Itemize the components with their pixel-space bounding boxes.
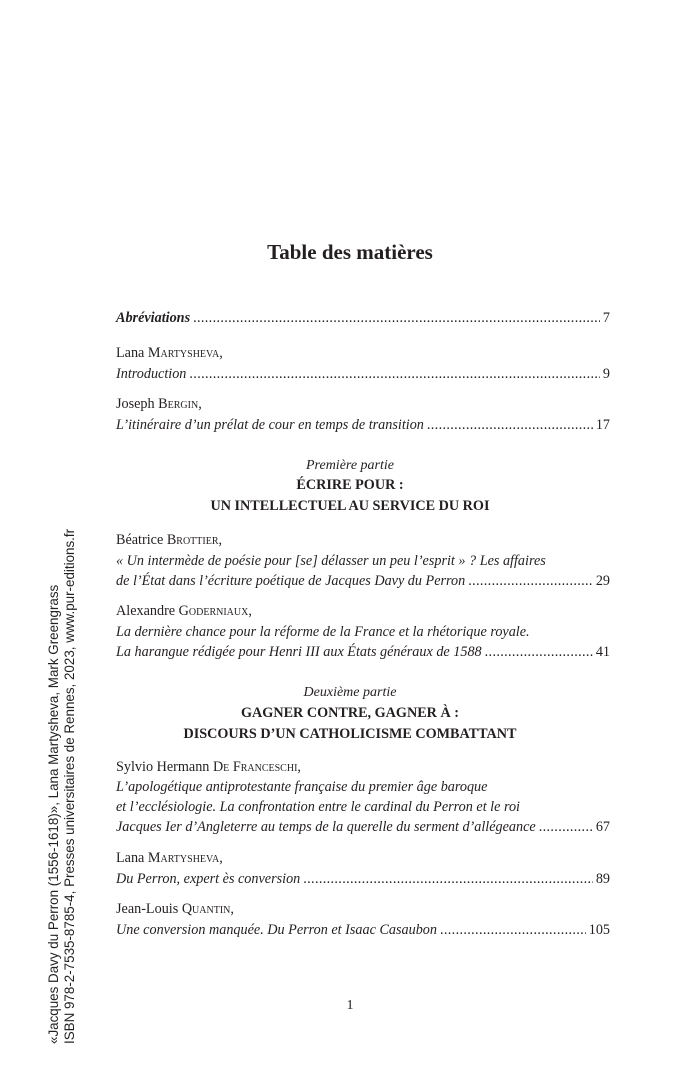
entry-title-line[interactable]: « Un intermède de poésie pour [se] délasser un peu l’esprit » ? Les affaires — [116, 553, 546, 569]
toc-entry-franceschi[interactable] — [116, 817, 610, 837]
entry-title: de l’État dans l’écriture poétique de Jacques Davy du Perron — [116, 573, 466, 589]
dot-leader — [193, 308, 600, 328]
entry-author: Alexandre Goderniaux, — [116, 603, 252, 619]
entry-page: 89 — [595, 871, 610, 887]
toc-entry-brottier[interactable] — [116, 571, 610, 591]
copyright-line-1: «Jacques Davy du Perron (1556-1618)», Lana Martysheva, Mark Greengrass — [46, 584, 61, 1044]
page-number: 1 — [346, 998, 354, 1013]
toc-entry-goderniaux[interactable] — [116, 642, 610, 662]
entry-title: Une conversion manquée. Du Perron et Isaac Casaubon — [116, 922, 437, 938]
dot-leader — [189, 364, 600, 384]
entry-page: 105 — [588, 922, 610, 938]
toc-entry-martysheva-conversion[interactable] — [116, 869, 610, 889]
entry-page: 41 — [595, 644, 610, 660]
entry-title-line[interactable]: La dernière chance pour la réforme de la France et la rhétorique royale. — [116, 624, 530, 640]
entry-author: Lana Martysheva, — [116, 850, 223, 866]
entry-title: Abréviations — [116, 310, 191, 326]
entry-page: 7 — [602, 310, 610, 326]
copyright-line-2: ISBN 978-2-7535-8785-4, Presses universitaires de Rennes, 2023, www.pur-editions.fr — [62, 528, 77, 1044]
entry-author: Jean-Louis Quantin, — [116, 901, 234, 917]
dot-leader — [468, 571, 593, 591]
copyright-sidebar — [0, 0, 77, 1083]
toc-entry-quantin[interactable] — [116, 920, 610, 940]
copyright-text — [46, 529, 78, 1044]
part-two-label: Deuxième partie — [303, 685, 397, 700]
dot-leader — [427, 415, 593, 435]
entry-author: Joseph Bergin, — [116, 396, 202, 412]
entry-title: L’itinéraire d’un prélat de cour en temps de transition — [116, 417, 424, 433]
dot-leader — [485, 642, 593, 662]
part-two-title-2: DISCOURS D’UN CATHOLICISME COMBATTANT — [183, 726, 517, 742]
entry-author: Lana Martysheva, — [116, 345, 223, 361]
part-one-title-2: UN INTELLECTUEL AU SERVICE DU ROI — [210, 498, 490, 514]
entry-title-line[interactable]: L’apologétique antiprotestante française du premier âge baroque — [116, 779, 488, 795]
dot-leader — [440, 920, 586, 940]
entry-page: 9 — [602, 366, 610, 382]
toc-entry-introduction[interactable] — [116, 364, 610, 384]
entry-page: 17 — [595, 417, 610, 433]
toc-entry-bergin[interactable] — [116, 415, 610, 435]
part-one-title-1: ÉCRIRE POUR : — [296, 477, 404, 493]
entry-author: Béatrice Brottier, — [116, 532, 223, 548]
entry-title: La harangue rédigée pour Henri III aux États généraux de 1588 — [116, 644, 482, 660]
entry-title: Jacques Ier d’Angleterre au temps de la querelle du serment d’allégeance — [116, 819, 536, 835]
dot-leader — [303, 869, 593, 889]
entry-title: Introduction — [116, 366, 187, 382]
part-one-label: Première partie — [306, 458, 394, 473]
entry-title-line[interactable]: et l’ecclésiologie. La confrontation entre le cardinal du Perron et le roi — [116, 799, 520, 815]
entry-page: 67 — [595, 819, 610, 835]
toc-entry-abbreviations[interactable] — [116, 308, 610, 328]
entry-title: Du Perron, expert ès conversion — [116, 871, 301, 887]
dot-leader — [539, 817, 593, 837]
page-title: Table des matières — [267, 240, 433, 264]
entry-author: Sylvio Hermann De Franceschi, — [116, 759, 301, 775]
part-two-title-1: GAGNER CONTRE, GAGNER À : — [241, 705, 459, 721]
entry-page: 29 — [595, 573, 610, 589]
